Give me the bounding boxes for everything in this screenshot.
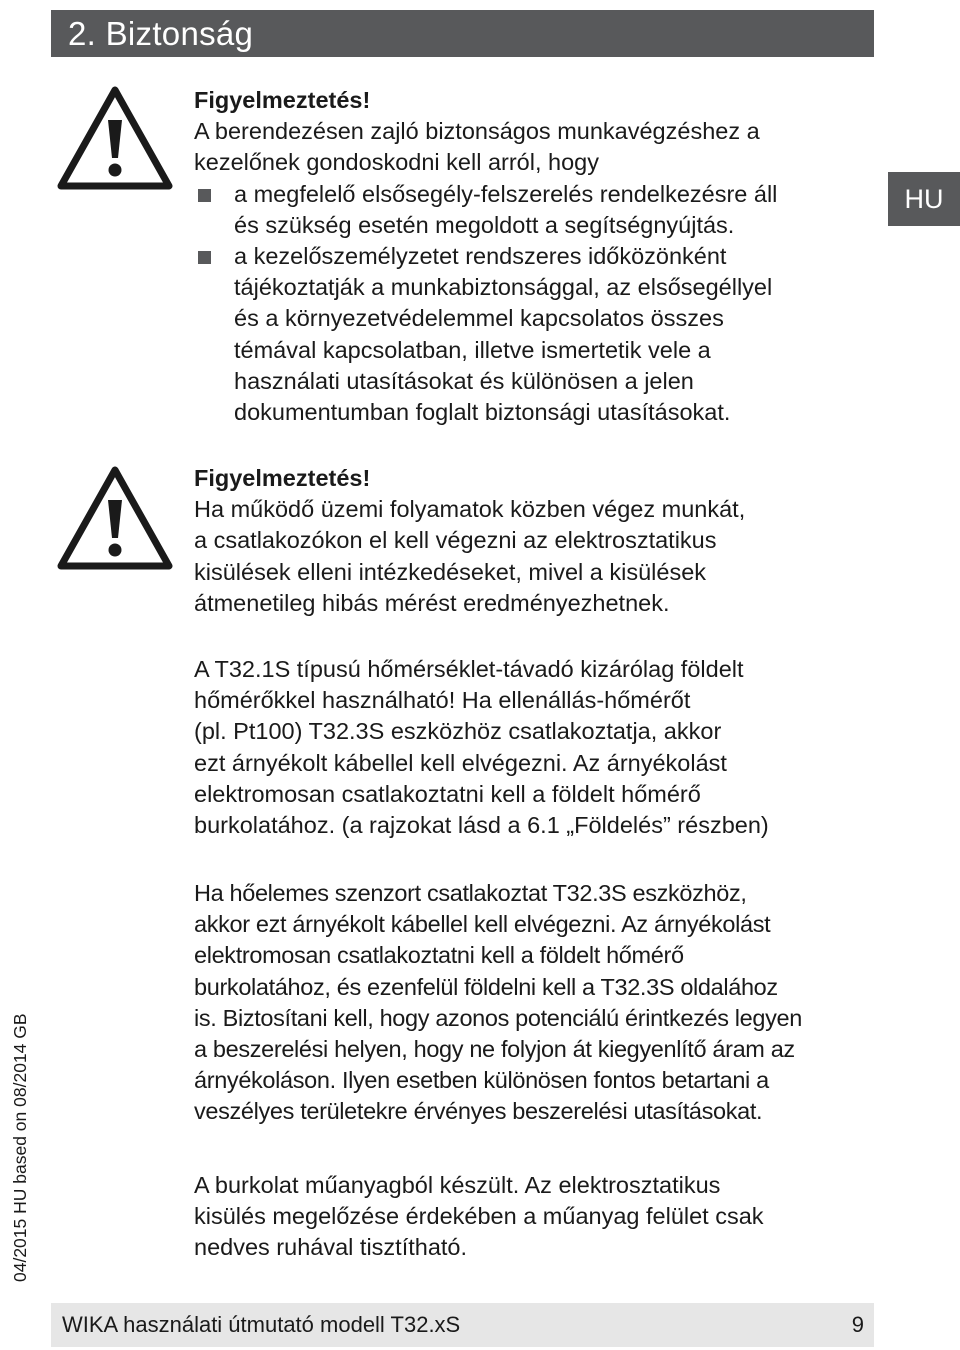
text-line: burkolatához. (a rajzokat lásd a 6.1 „Földelés” részben)	[194, 812, 769, 839]
warning-triangle-icon	[57, 466, 173, 570]
section-title: 2. Biztonság	[51, 10, 874, 57]
text-line: ezt árnyékolt kábellel kell elvégezni. Az árnyékolást	[194, 749, 727, 776]
text-line: és a környezetvédelemmel kapcsolatos összes	[234, 305, 724, 332]
text-line: (pl. Pt100) T32.3S eszközhöz csatlakoztatja, akkor	[194, 718, 722, 745]
page-number: 9	[851, 1312, 864, 1337]
paragraph-grounded-thermometers	[194, 654, 884, 841]
text-line: témával kapcsolatban, illetve ismertetik vele a	[234, 336, 711, 363]
footer-title: WIKA használati útmutató modell T32.xS	[62, 1312, 461, 1337]
text-line: hőmérőkkel használható! Ha ellenállás-hőmérőt	[194, 687, 691, 714]
text-line: kisülések elleni intézkedéseket, mivel a kisülések	[194, 558, 707, 585]
text-line: kisülés megelőzése érdekében a műanyag felület csak	[194, 1203, 764, 1230]
warning-block-2	[194, 463, 884, 619]
text-line: veszélyes területekre érvényes beszerelési utasításokat.	[194, 1098, 763, 1125]
paragraph-thermocouple	[194, 878, 884, 1128]
text-line: burkolatához, és ezenfelül földelni kell a T32.3S oldalához	[194, 973, 778, 1000]
paragraph-plastic-housing	[194, 1170, 884, 1264]
text-line: Ha hőelemes szenzort csatlakoztat T32.3S eszközhöz,	[194, 880, 747, 906]
text-line: akkor ezt árnyékolt kábellel kell elvégezni. Az árnyékolást	[194, 911, 771, 938]
text-line: a kezelőszemélyzetet rendszeres időközönként	[234, 243, 727, 270]
square-bullet-icon	[198, 251, 211, 264]
text-line: A berendezésen zajló biztonságos munkavégzéshez a	[194, 118, 760, 145]
text-line: elektromosan csatlakoztatni kell a földelt hőmérő	[194, 780, 701, 807]
warning-title: Figyelmeztetés!	[194, 465, 371, 491]
list-item	[194, 241, 884, 428]
square-bullet-icon	[198, 189, 211, 202]
text-line: tájékoztatják a munkabiztonsággal, az elsősegéllyel	[234, 274, 773, 301]
text-line: a beszerelési helyen, hogy ne folyjon át kiegyenlítő áram az	[194, 1036, 795, 1063]
warning-title: Figyelmeztetés!	[194, 87, 371, 113]
text-line: árnyékoláson. Ilyen esetben különösen fontos betartani a	[194, 1067, 769, 1094]
text-line: Ha működő üzemi folyamatok közben végez munkát,	[194, 496, 746, 523]
list-item	[194, 179, 884, 241]
document-version-note: 04/2015 HU based on 08/2014 GB	[10, 1013, 30, 1282]
text-line: a megfelelő elsősegély-felszerelés rendelkezésre áll	[234, 180, 778, 207]
text-line: A burkolat műanyagból készült. Az elektrosztatikus	[194, 1172, 721, 1198]
bullet-list	[194, 179, 884, 429]
warning-block-1	[194, 85, 884, 428]
text-line: használati utasításokat és különösen a jelen	[234, 367, 694, 394]
page-footer	[51, 1303, 874, 1347]
text-line: kezelőnek gondoskodni kell arról, hogy	[194, 149, 599, 176]
warning-triangle-icon	[57, 86, 173, 190]
text-line: nedves ruhával tisztítható.	[194, 1234, 468, 1261]
text-line: átmenetileg hibás mérést eredményezhetnek.	[194, 589, 670, 616]
text-line: a csatlakozókon el kell végezni az elektrosztatikus	[194, 527, 717, 554]
language-tab: HU	[888, 172, 960, 226]
text-line: is. Biztosítani kell, hogy azonos potenciálú érintkezés legyen	[194, 1004, 802, 1031]
text-line: elektromosan csatlakoztatni kell a földelt hőmérő	[194, 942, 684, 969]
text-line: dokumentumban foglalt biztonsági utasításokat.	[234, 399, 731, 426]
text-line: és szükség esetén megoldott a segítségnyújtás.	[234, 211, 735, 238]
text-line: A T32.1S típusú hőmérséklet-távadó kizárólag földelt	[194, 656, 744, 682]
